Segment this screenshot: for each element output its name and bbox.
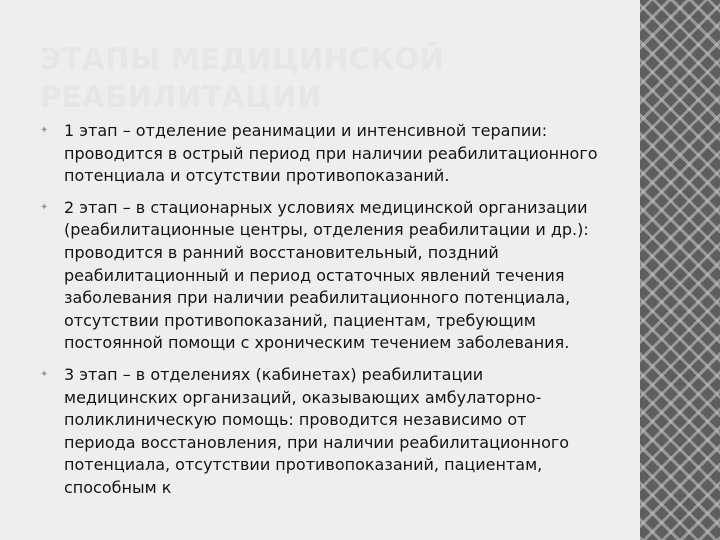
bullet-item-stage-2 — [40, 197, 600, 355]
bullet-item-stage-1 — [40, 120, 600, 188]
bullet-text: 3 этап – в отделениях (кабинетах) реабилитации медицинских организаций, оказывающих амбулаторно-поликлиническую помощь: проводится независимо от периода восстановления, при наличии реабилитационного потенциала, отсутствии противопоказаний, пациентам, способным к — [64, 364, 570, 497]
slide-title: ЭТАПЫ МЕДИЦИНСКОЙ РЕАБИЛИТАЦИИ — [40, 42, 445, 114]
decorative-pattern-band — [640, 0, 720, 540]
bullet-star-icon: ✦ — [40, 125, 49, 136]
bullet-star-icon: ✦ — [40, 368, 49, 380]
bullet-list — [40, 120, 600, 509]
bullet-text: 2 этап – в стационарных условиях медицинской организации (реабилитационные центры, отделения реабилитации и др.): проводится в ранний восстановительный, поздний реабилитационный и период остаточных явлений течения заболевания при наличии реабилитационного потенциала, отсутствии противопоказаний, пациентам, требующим постоянной помощи с хроническим течением заболевания. — [64, 197, 589, 353]
bullet-star-icon: ✦ — [40, 201, 49, 213]
bullet-text: 1 этап – отделение реанимации и интенсивной терапии: проводится в острый период при наличии реабилитационного потенциала и отсутствии противопоказаний. — [64, 121, 598, 186]
bullet-item-stage-3 — [40, 364, 600, 500]
